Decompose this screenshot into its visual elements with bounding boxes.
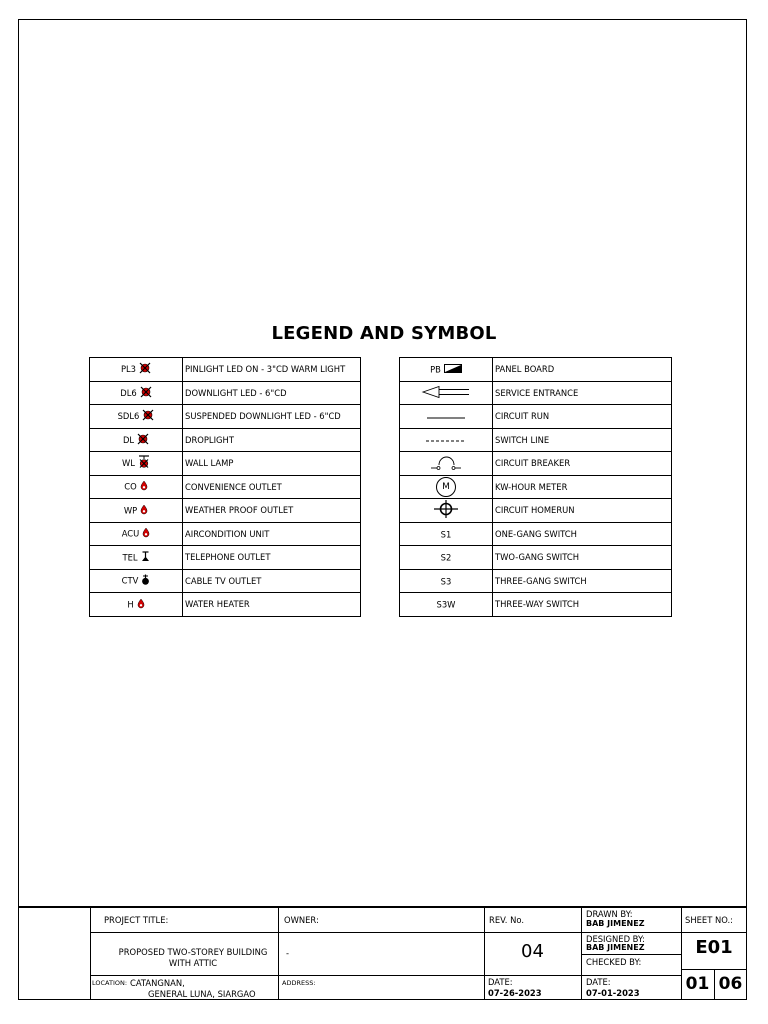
legend-code: WL bbox=[122, 458, 135, 469]
legend-code: S3 bbox=[440, 576, 452, 586]
legend-right-row bbox=[400, 405, 672, 429]
switch-line-icon bbox=[425, 435, 467, 445]
date-label: DATE: bbox=[488, 977, 513, 987]
project-title-label: PROJECT TITLE: bbox=[104, 915, 169, 925]
owner-value: - bbox=[286, 948, 290, 958]
legend-right-row bbox=[400, 358, 672, 382]
legend-description: KW-HOUR METER bbox=[493, 475, 672, 499]
legend-code-cell bbox=[90, 569, 183, 593]
owner-label: OWNER: bbox=[284, 915, 319, 925]
legend-table-right bbox=[399, 357, 672, 617]
project-title-line2: WITH ATTIC bbox=[168, 958, 218, 968]
legend-description: PANEL BOARD bbox=[493, 358, 672, 382]
legend-right-row bbox=[400, 381, 672, 405]
legend-right-row bbox=[400, 475, 672, 499]
cable-tv-outlet-icon bbox=[141, 574, 150, 587]
legend-code-cell bbox=[400, 569, 493, 593]
sheet-no-label: SHEET NO.: bbox=[685, 915, 733, 925]
legend-description: TWO-GANG SWITCH bbox=[493, 546, 672, 570]
legend-code-cell bbox=[400, 546, 493, 570]
checked-by-label: CHECKED BY: bbox=[586, 957, 642, 967]
circuit-run-icon bbox=[426, 412, 466, 422]
legend-description: DOWNLIGHT LED - 6"CD bbox=[183, 381, 361, 405]
legend-right-row bbox=[400, 428, 672, 452]
legend-code: WP bbox=[123, 505, 138, 516]
outlet-icon bbox=[140, 504, 148, 517]
legend-code-cell bbox=[90, 475, 183, 499]
legend-description: SERVICE ENTRANCE bbox=[493, 381, 672, 405]
legend-code-cell bbox=[90, 428, 183, 452]
pinlight-icon bbox=[139, 362, 151, 376]
legend-code-cell bbox=[400, 428, 493, 452]
legend-code: PL3 bbox=[120, 364, 137, 375]
outlet-icon bbox=[140, 480, 148, 493]
circuit-homerun-icon bbox=[433, 499, 459, 521]
legend-right-row bbox=[400, 593, 672, 617]
legend-code: SDL6 bbox=[117, 411, 140, 422]
legend-code-cell bbox=[400, 452, 493, 476]
date2-label: DATE: bbox=[586, 977, 611, 987]
legend-code: PB bbox=[430, 364, 441, 375]
legend-code-cell bbox=[400, 593, 493, 617]
project-title: PROPOSED TWO-STOREY BUILDING bbox=[118, 947, 268, 957]
droplight-icon bbox=[137, 433, 149, 447]
legend-code-cell bbox=[90, 381, 183, 405]
legend-description: TELEPHONE OUTLET bbox=[183, 546, 361, 570]
legend-code-cell bbox=[400, 475, 493, 499]
kw-hour-meter-icon: M bbox=[436, 477, 456, 497]
location-line2: GENERAL LUNA, SIARGAO bbox=[148, 989, 256, 999]
page-current: 01 bbox=[685, 974, 710, 994]
legend-code-cell bbox=[400, 358, 493, 382]
legend-left-row bbox=[90, 381, 361, 405]
legend-left-row bbox=[90, 546, 361, 570]
legend-code: CTV bbox=[121, 575, 139, 586]
circuit-breaker-icon bbox=[430, 453, 462, 473]
drawn-by: BAB JIMENEZ bbox=[586, 919, 645, 928]
legend-left-row bbox=[90, 475, 361, 499]
legend-code: TEL bbox=[122, 552, 138, 563]
legend-description: SUSPENDED DOWNLIGHT LED - 6"CD bbox=[183, 405, 361, 429]
legend-description: THREE-GANG SWITCH bbox=[493, 569, 672, 593]
legend-description: CABLE TV OUTLET bbox=[183, 569, 361, 593]
legend-code: CO bbox=[124, 481, 137, 492]
page-total: 06 bbox=[718, 974, 743, 994]
legend-description: CIRCUIT RUN bbox=[493, 405, 672, 429]
legend-code-cell bbox=[90, 499, 183, 523]
title-block bbox=[18, 906, 747, 1000]
date2-value: 07-01-2023 bbox=[586, 988, 640, 998]
sheet-no: E01 bbox=[695, 937, 733, 958]
legend-description: THREE-WAY SWITCH bbox=[493, 593, 672, 617]
designed-by-label: DESIGNED BY: bbox=[586, 934, 645, 944]
legend-left-row bbox=[90, 522, 361, 546]
legend-code-cell bbox=[400, 499, 493, 523]
legend-right-row bbox=[400, 546, 672, 570]
telephone-outlet-icon bbox=[141, 551, 150, 564]
legend-code-cell bbox=[90, 452, 183, 476]
legend-code-cell bbox=[90, 593, 183, 617]
legend-title: LEGEND AND SYMBOL bbox=[271, 323, 497, 344]
legend-description: WALL LAMP bbox=[183, 452, 361, 476]
suspended-downlight-icon bbox=[142, 409, 154, 423]
legend-table-left bbox=[89, 357, 361, 617]
legend-code: S1 bbox=[440, 529, 452, 539]
wall-lamp-icon bbox=[138, 455, 150, 471]
legend-left-row bbox=[90, 593, 361, 617]
legend-code: DL6 bbox=[120, 387, 137, 398]
legend-description: PINLIGHT LED ON - 3"CD WARM LIGHT bbox=[183, 358, 361, 382]
designed-by: BAB JIMENEZ bbox=[586, 943, 645, 952]
rev-label: REV. No. bbox=[489, 915, 524, 925]
legend-description: SWITCH LINE bbox=[493, 428, 672, 452]
legend-left-row bbox=[90, 452, 361, 476]
legend-description: ONE-GANG SWITCH bbox=[493, 522, 672, 546]
outlet-icon bbox=[142, 527, 150, 540]
legend-description: AIRCONDITION UNIT bbox=[183, 522, 361, 546]
legend-code-cell bbox=[90, 522, 183, 546]
panel-board-icon bbox=[444, 364, 462, 375]
legend-code: H bbox=[127, 599, 134, 610]
legend-right-row bbox=[400, 569, 672, 593]
legend-description: DROPLIGHT bbox=[183, 428, 361, 452]
legend-code: S3W bbox=[436, 599, 456, 610]
legend-code-cell bbox=[90, 546, 183, 570]
legend-description: CONVENIENCE OUTLET bbox=[183, 475, 361, 499]
legend-description: CIRCUIT BREAKER bbox=[493, 452, 672, 476]
legend-left-row bbox=[90, 499, 361, 523]
legend-description: CIRCUIT HOMERUN bbox=[493, 499, 672, 523]
drawn-by-label: DRAWN BY: bbox=[586, 909, 633, 919]
legend-code-cell bbox=[90, 358, 183, 382]
legend-code-cell bbox=[90, 405, 183, 429]
service-entrance-icon bbox=[417, 385, 475, 401]
legend-code-cell bbox=[400, 381, 493, 405]
legend-code: DL bbox=[122, 434, 135, 445]
legend-right-row bbox=[400, 522, 672, 546]
outlet-icon bbox=[137, 598, 145, 611]
location-label: LOCATION: bbox=[92, 979, 128, 987]
legend-description: WEATHER PROOF OUTLET bbox=[183, 499, 361, 523]
date-value: 07-26-2023 bbox=[488, 988, 542, 998]
legend-right-row bbox=[400, 499, 672, 523]
legend-description: WATER HEATER bbox=[183, 593, 361, 617]
legend-code-cell bbox=[400, 522, 493, 546]
rev-value: 04 bbox=[521, 941, 544, 962]
legend-right-row bbox=[400, 452, 672, 476]
legend-code: S2 bbox=[440, 552, 452, 563]
legend-code: ACU bbox=[121, 528, 140, 539]
legend-left-row bbox=[90, 405, 361, 429]
address-label: ADDRESS: bbox=[282, 979, 316, 987]
legend-left-row bbox=[90, 569, 361, 593]
legend-left-row bbox=[90, 428, 361, 452]
downlight-icon bbox=[140, 386, 152, 400]
legend-code-cell bbox=[400, 405, 493, 429]
legend-left-row bbox=[90, 358, 361, 382]
location-line1: CATANGNAN, bbox=[130, 978, 185, 988]
